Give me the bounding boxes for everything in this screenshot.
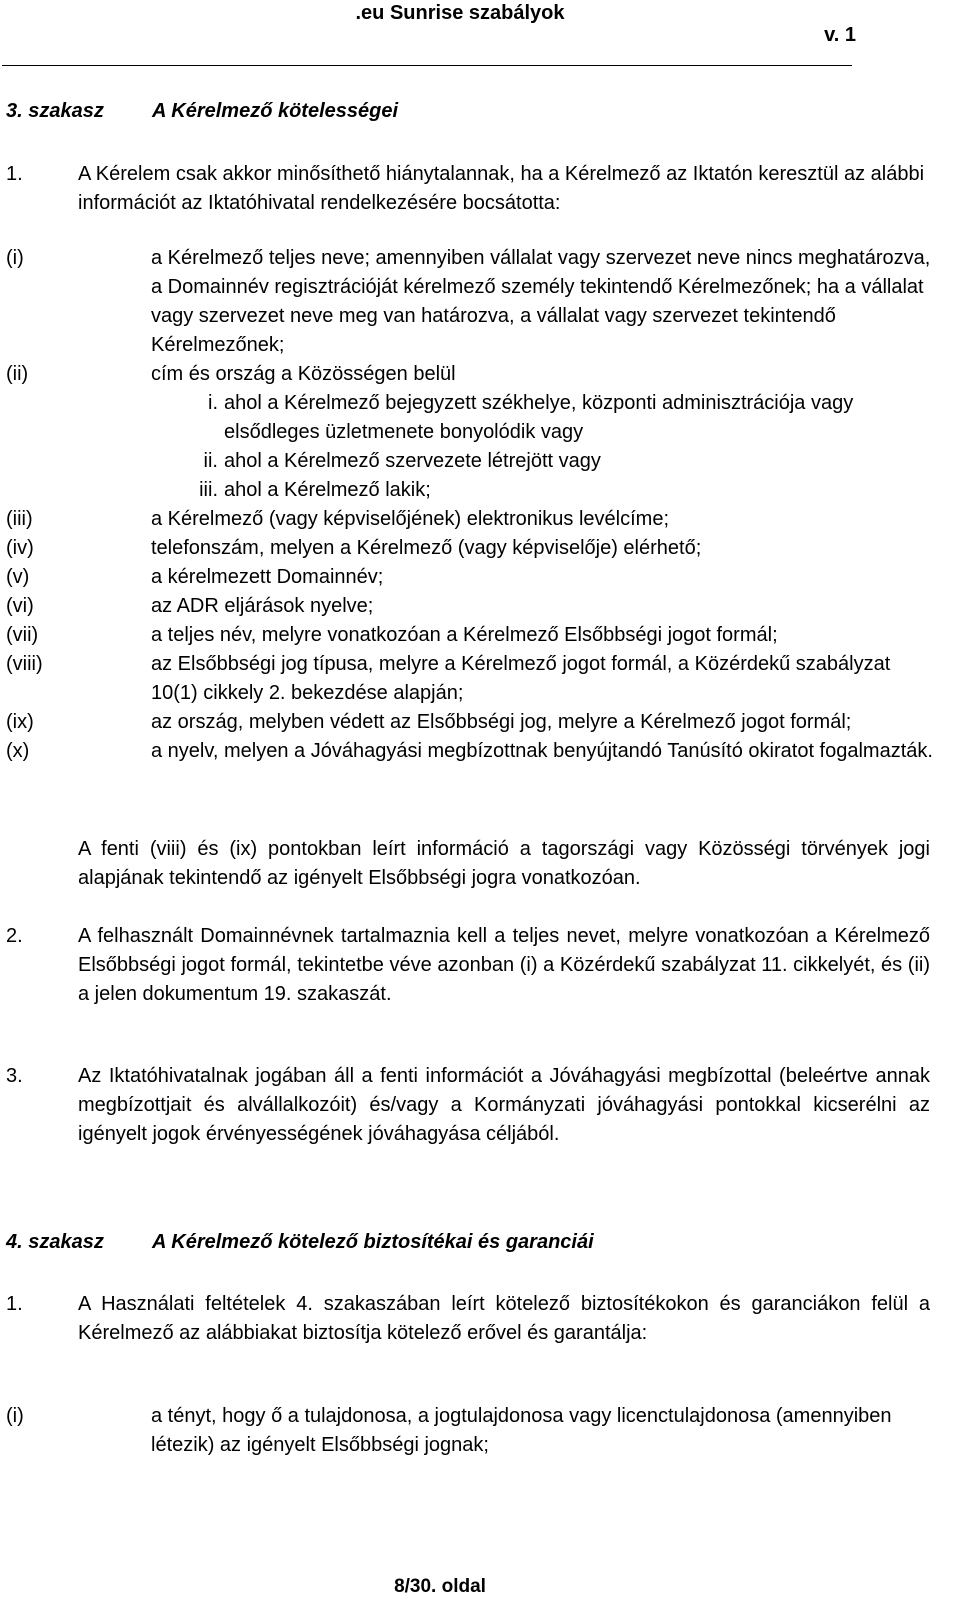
list-item-label: (ix) — [6, 711, 34, 733]
list-item-text: az ország, melyben védett az Elsőbbségi jog, melyre a Kérelmező jogot formál; — [151, 711, 852, 733]
paragraph-number: 3. — [6, 1065, 23, 1087]
document-title: .eu Sunrise szabályok — [355, 2, 565, 24]
list-item-text: a Kérelmező teljes neve; amennyiben vállalat vagy szervezet neve nincs meghatározva, a Domainnév regisztrációját kérelmező személy tekintendő Kérelmezőnek; ha a vállalat vagy szervezet neve meg van határozva, a vállalat vagy szervezet tekintendő Kérelmezőnek; — [151, 247, 931, 356]
list-item-text: cím és ország a Közösségen belül — [151, 363, 456, 385]
list-item-text: a teljes név, melyre vonatkozóan a Kérelmező Elsőbbségi jogot formál; — [151, 624, 778, 646]
section-3-requirements-list — [6, 244, 936, 766]
sublist-item-text: ahol a Kérelmező bejegyzett székhelye, központi adminisztrációja vagy elsődleges üzletmenete bonyolódik vagy — [224, 392, 854, 443]
list-item-label: (viii) — [6, 653, 43, 675]
sublist-item-text: ahol a Kérelmező szervezete létrejött vagy — [224, 450, 601, 472]
address-sublist — [151, 389, 936, 505]
list-item-text: az ADR eljárások nyelve; — [151, 595, 374, 617]
paragraph-text: A Használati feltételek 4. szakaszában leírt kötelező biztosítékokon és garanciákon felül a Kérelmező az alábbiakat biztosítja kötelező erővel és garantálja: — [78, 1293, 930, 1344]
list-item — [6, 534, 936, 563]
list-item-text: a kérelmezett Domainnév; — [151, 566, 384, 588]
list-item — [6, 1402, 936, 1460]
sublist-item — [151, 476, 936, 505]
list-item-text: az Elsőbbségi jog típusa, melyre a Kérelmező jogot formál, a Közérdekű szabályzat 10(1) cikkely 2. bekezdése alapján; — [151, 653, 891, 704]
section-4-paragraph-1 — [6, 1290, 930, 1348]
document-version: v. 1 — [824, 24, 856, 46]
paragraph-text: Az Iktatóhivatalnak jogában áll a fenti információt a Jóváhagyási megbízottal (beleértve annak megbízottjait és alvállalkozóit) és/vagy a Kormányzati jóváhagyási pontokkal kicserélni az igényelt jogok érvényességének jóváhagyása céljából. — [78, 1065, 930, 1145]
list-item — [6, 360, 936, 389]
list-item — [6, 505, 936, 534]
list-item — [6, 244, 936, 360]
paragraph-text: A fenti (viii) és (ix) pontokban leírt információ a tagországi vagy Közösségi törvények jogi alapjának tekintendő az igényelt Elsőbbségi jogra vonatkozóan. — [78, 838, 930, 889]
section-4-guarantees-list — [6, 1402, 936, 1460]
list-item-text: a tényt, hogy ő a tulajdonosa, a jogtulajdonosa vagy licenctulajdonosa (amennyiben létezik) az igényelt Elsőbbségi jognak; — [151, 1405, 892, 1456]
list-item-label: (vii) — [6, 624, 39, 646]
list-item — [6, 708, 936, 737]
section-3-number: 3. szakasz — [6, 100, 104, 122]
list-item-text: telefonszám, melyen a Kérelmező (vagy képviselője) elérhető; — [151, 537, 702, 559]
header-divider — [2, 65, 852, 66]
list-item-label: (vi) — [6, 595, 34, 617]
section-3-list-note — [6, 835, 930, 893]
sublist-item-label: ii. — [203, 450, 218, 472]
list-item-text: a Kérelmező (vagy képviselőjének) elektronikus levélcíme; — [151, 508, 670, 530]
section-3-title: A Kérelmező kötelességei — [152, 100, 399, 122]
section-4-title: A Kérelmező kötelező biztosítékai és garanciái — [152, 1231, 594, 1253]
sublist-item-label: iii. — [199, 479, 218, 501]
paragraph-number: 1. — [6, 163, 23, 185]
section-3-paragraph-1 — [6, 160, 930, 218]
list-item — [6, 563, 936, 592]
section-4-number: 4. szakasz — [6, 1231, 104, 1253]
paragraph-number: 1. — [6, 1293, 23, 1315]
list-item-label: (v) — [6, 566, 30, 588]
list-item — [6, 737, 936, 766]
paragraph-number: 2. — [6, 925, 23, 947]
paragraph-text: A felhasznált Domainnévnek tartalmaznia kell a teljes nevet, melyre vonatkozóan a Kérelmező Elsőbbségi jogot formál, tekintetbe véve azonban (i) a Közérdekű szabályzat 11. cikkelyét, és (ii) a jelen dokumentum 19. szakaszát. — [78, 925, 930, 1005]
page-number: 8/30. oldal — [394, 1576, 486, 1597]
list-item-label: (i) — [6, 1405, 24, 1427]
section-3-paragraph-3 — [6, 1062, 930, 1149]
section-3-paragraph-2 — [6, 922, 930, 1009]
section-3-heading — [6, 97, 398, 126]
list-item-label: (iii) — [6, 508, 33, 530]
section-4-heading — [6, 1228, 594, 1257]
sublist-item — [151, 389, 936, 447]
list-item — [6, 650, 936, 708]
list-item-label: (iv) — [6, 537, 34, 559]
sublist-item — [151, 447, 936, 476]
sublist-item-label: i. — [208, 392, 218, 414]
list-item-label: (i) — [6, 247, 24, 269]
paragraph-text: A Kérelem csak akkor minősíthető hiánytalannak, ha a Kérelmező az Iktatón keresztül az alábbi információt az Iktatóhivatal rendelkezésére bocsátotta: — [78, 163, 925, 214]
list-item-text: a nyelv, melyen a Jóváhagyási megbízottnak benyújtandó Tanúsító okiratot fogalmazták. — [151, 740, 933, 762]
list-item-label: (ii) — [6, 363, 29, 385]
list-item — [6, 621, 936, 650]
list-item-label: (x) — [6, 740, 30, 762]
list-item — [6, 592, 936, 621]
sublist-item-text: ahol a Kérelmező lakik; — [224, 479, 431, 501]
